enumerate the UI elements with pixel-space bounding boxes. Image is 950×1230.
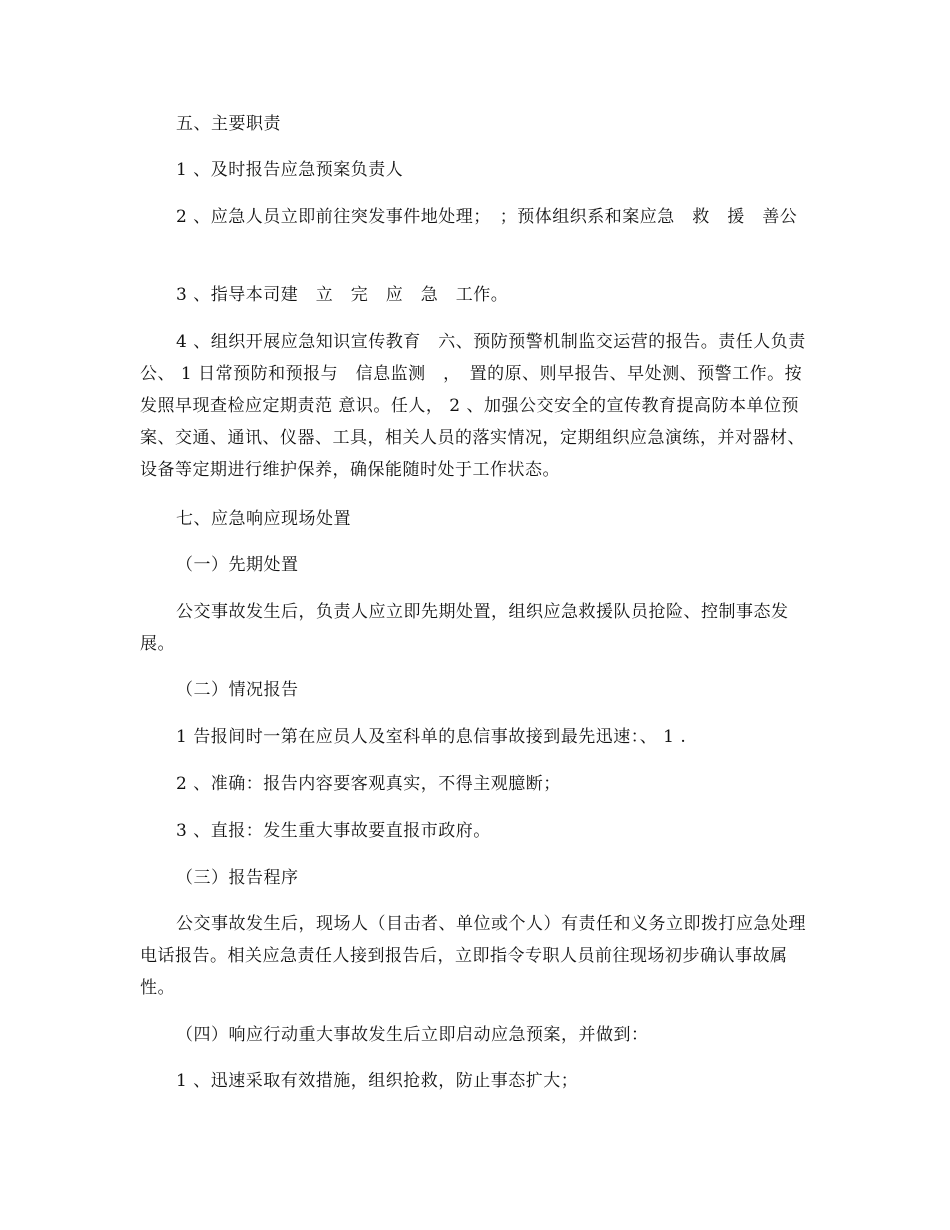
section-heading-response: 七、应急响应现场处置 (176, 509, 351, 529)
paragraph-report-procedure: 公交事故发生后，现场人（目击者、单位或个人）有责任和义务立即拨打应急处理电话报告。相关应急责任人接到报告后，立即指令专职人员前往现场初步确认事故属性。 (140, 914, 806, 998)
subheading-situation-report: （二）情况报告 (176, 680, 299, 700)
subheading-initial-response: （一）先期处置 (176, 555, 299, 575)
duty-item-2: 2 、应急人员立即前往突发事件地处理； ；预体组织系和案应急 救 援 善公 (176, 207, 798, 227)
report-item-3: 3 、直报：发生重大事故要直报市政府。 (176, 821, 491, 841)
report-item-2: 2 、准确：报告内容要客观真实，不得主观臆断； (176, 774, 561, 794)
paragraph-initial-response: 公交事故发生后，负责人应立即先期处置，组织应急救援队员抢险、控制事态发展。 (140, 602, 789, 654)
section-heading-duties: 五、主要职责 (176, 114, 281, 134)
subheading-report-procedure: （三）报告程序 (176, 868, 299, 888)
action-item-1: 1 、迅速采取有效措施，组织抢救，防止事态扩大； (176, 1071, 579, 1091)
duty-item-1: 1 、及时报告应急预案负责人 (176, 160, 404, 180)
duty-item-3: 3 、指导本司建 立 完 应 急 工作。 (176, 285, 509, 305)
duty-item-4: 4 、组织开展应急知识宣传教育 六、预防预警机制监交运营的报告。责任人负责公、 1 日常预防和预报与 信息监测 ， 置的原、则早报告、早处测、预警工作。按发照早现查检应定期责范 意识。任人， 2 、加强公交安全的宣传教育提高防本单位预案、交通、通讯、仪器、工具，相关人员的落实情况，定期组织应急演练，并对器材、设备等定期进行维护保养，确保能随时处于工作状态。 (140, 332, 806, 480)
subheading-response-actions: （四）响应行动重大事故发生后立即启动应急预案，并做到： (176, 1025, 649, 1045)
report-item-1: 1 告报间时一第在应员人及室科单的息信事故接到最先迅速：、 1 . (176, 727, 687, 747)
